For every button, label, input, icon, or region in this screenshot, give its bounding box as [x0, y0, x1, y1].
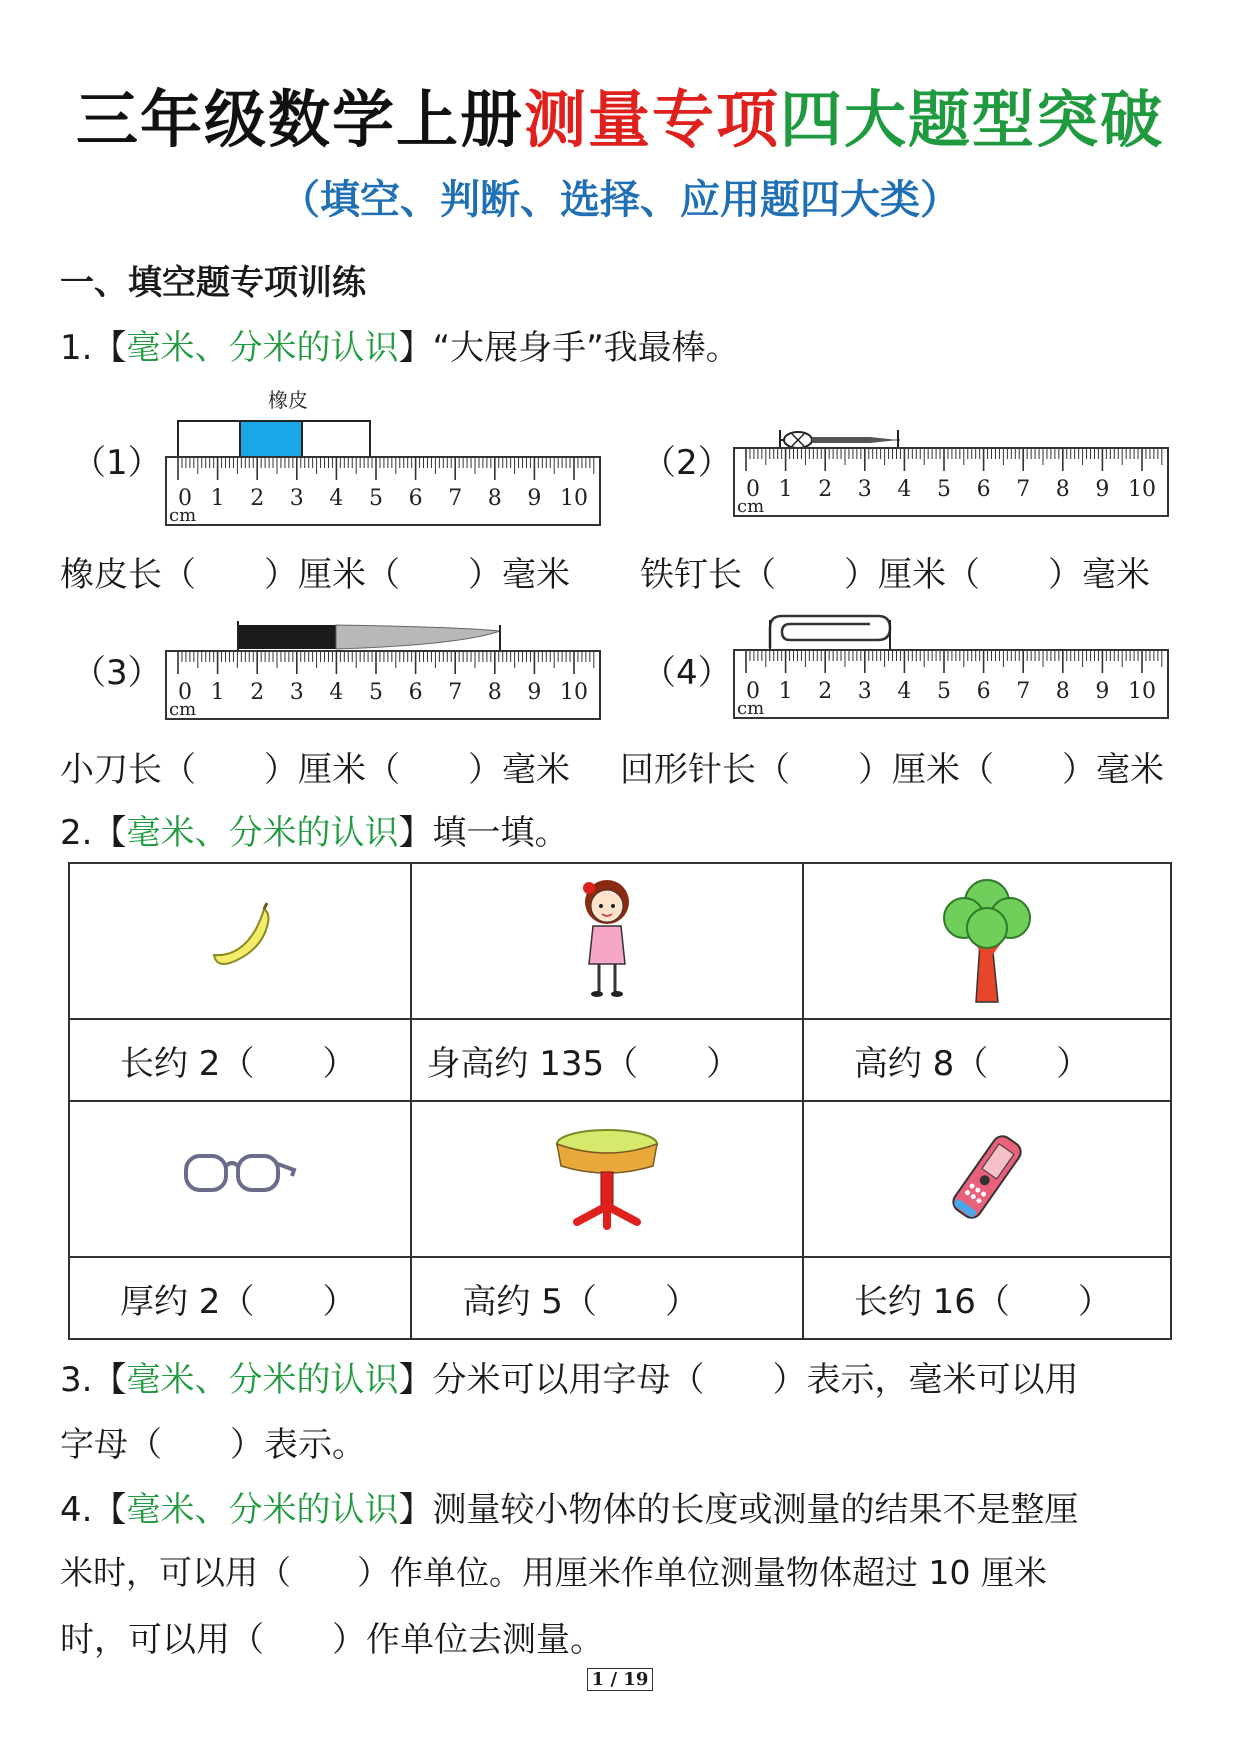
ruler-tick-label: 10 [560, 486, 588, 511]
ruler-tick-label: 2 [250, 486, 265, 511]
cell-tree [803, 863, 1171, 1019]
bracket: 【 [92, 328, 127, 368]
ruler-tick-label: 0 [178, 680, 192, 705]
cell-remote [803, 1101, 1171, 1257]
ruler-tick-label: 0 [746, 477, 760, 502]
question-3-line-2: 字母（ ）表示。 [60, 1425, 366, 1465]
question-text: 填一填。 [432, 813, 569, 853]
answer-line-4: 回形针长（ ）厘米（ ）毫米 [620, 750, 1164, 790]
ruler-tick-label: 8 [1055, 477, 1070, 502]
question-number: 4. [60, 1490, 93, 1530]
eraser-sleeve [240, 421, 302, 457]
ruler-label-2: （2） [642, 443, 732, 483]
ruler-tick-label: 2 [250, 680, 265, 705]
banana-icon [200, 899, 280, 979]
glasses-icon [180, 1142, 300, 1212]
nail-icon [780, 430, 900, 448]
question-1 [60, 320, 740, 369]
remote-control-icon [942, 1127, 1032, 1227]
fill-in-table [68, 862, 1172, 1340]
ruler-tick-label: 9 [1095, 477, 1110, 502]
cell-banana-text: 长约 2（ ） [69, 1019, 411, 1101]
ruler-tick-label: 1 [778, 679, 793, 704]
ruler-tick-label: 1 [210, 486, 225, 511]
page-number-text: 1 / 19 [587, 1668, 654, 1691]
tree-icon [932, 872, 1042, 1007]
question-4 [60, 1482, 1078, 1531]
ruler-tick-label: 5 [369, 680, 383, 705]
ruler-tick-label: 10 [1128, 679, 1156, 704]
ruler-tick-label: 6 [976, 679, 991, 704]
ruler-tick-label: 9 [527, 486, 542, 511]
ruler-label-4: （4） [642, 653, 732, 693]
topic-tag: 毫米、分米的认识 [126, 1360, 399, 1400]
ruler-tick-label: 7 [448, 486, 463, 511]
answer-line-3: 小刀长（ ）厘米（ ）毫米 [60, 750, 570, 790]
question-4-line-3: 时，可以用（ ）作单位去测量。 [60, 1620, 604, 1660]
ruler-tick-label: 3 [857, 477, 872, 502]
topic-tag: 毫米、分米的认识 [126, 813, 399, 853]
ruler-unit-label: cm [169, 505, 197, 526]
ruler-tick-label: 10 [560, 680, 588, 705]
ruler-tick-label: 2 [818, 679, 833, 704]
ruler-tick-label: 3 [289, 486, 304, 511]
ruler-figure-2 [730, 418, 1180, 528]
ruler [166, 457, 600, 526]
cell-glasses [69, 1101, 411, 1257]
ruler-tick-label: 8 [487, 486, 502, 511]
paperclip-icon [770, 616, 890, 648]
ruler-tick-label: 7 [1016, 679, 1031, 704]
title-part-1: 三年级数学上册 [75, 83, 524, 156]
ruler-tick-label: 6 [976, 477, 991, 502]
question-4-line-2: 米时，可以用（ ）作单位。用厘米作单位测量物体超过 10 厘米 [60, 1553, 1047, 1592]
page-title [0, 70, 1240, 159]
section-heading: 一、填空题专项训练 [60, 263, 366, 303]
ruler-tick-label: 7 [448, 680, 463, 705]
ruler-figure-4 [730, 610, 1180, 725]
question-number: 3. [60, 1360, 93, 1400]
ruler [734, 650, 1168, 719]
bracket: 】 [398, 1360, 433, 1400]
page-subtitle: （填空、判断、选择、应用题四大类） [280, 177, 960, 223]
title-part-2: 测量专项 [523, 83, 780, 156]
ruler-unit-label: cm [169, 699, 197, 720]
ruler-tick-label: 4 [897, 477, 912, 502]
bracket: 】 [398, 1490, 433, 1530]
ruler-tick-label: 5 [937, 679, 951, 704]
girl-icon [567, 874, 647, 1004]
ruler-tick-label: 3 [857, 679, 872, 704]
page-number [0, 1668, 1240, 1691]
question-number: 1. [60, 328, 93, 368]
ruler-tick-label: 6 [408, 486, 423, 511]
answer-line-2: 铁钉长（ ）厘米（ ）毫米 [640, 555, 1150, 595]
topic-tag: 毫米、分米的认识 [126, 1490, 399, 1530]
ruler-tick-label: 1 [210, 680, 225, 705]
bracket: 【 [92, 1360, 127, 1400]
question-3 [60, 1352, 1078, 1401]
ruler-tick-label: 4 [329, 486, 344, 511]
table-furniture-icon [547, 1122, 667, 1232]
ruler-tick-label: 4 [329, 680, 344, 705]
ruler-tick-label: 2 [818, 477, 833, 502]
bracket: 【 [92, 813, 127, 853]
ruler-figure-3 [160, 615, 610, 725]
topic-tag: 毫米、分米的认识 [126, 328, 399, 368]
eraser-label: 橡皮 [268, 388, 308, 412]
ruler-unit-label: cm [737, 698, 765, 719]
ruler-label-1: （1） [72, 443, 162, 483]
ruler-tick-label: 6 [408, 680, 423, 705]
bracket: 【 [92, 1490, 127, 1530]
ruler-tick-label: 9 [527, 680, 542, 705]
question-number: 2. [60, 813, 93, 853]
ruler-tick-label: 1 [778, 477, 793, 502]
title-part-3: 四大题型突破 [780, 83, 1165, 156]
bracket: 】 [398, 813, 433, 853]
ruler-tick-label: 8 [1055, 679, 1070, 704]
ruler-tick-label: 0 [746, 679, 760, 704]
ruler-label-3: （3） [72, 653, 162, 693]
ruler [734, 448, 1168, 517]
ruler-tick-label: 8 [487, 680, 502, 705]
ruler-tick-label: 10 [1128, 477, 1156, 502]
knife-icon [238, 621, 500, 651]
ruler-unit-label: cm [737, 496, 765, 517]
bracket: 】 [398, 328, 433, 368]
ruler-figure-1 [160, 385, 610, 535]
question-text: 测量较小物体的长度或测量的结果不是整厘 [432, 1490, 1079, 1530]
ruler-tick-label: 0 [178, 486, 192, 511]
cell-banana [69, 863, 411, 1019]
question-text: 分米可以用字母（ ）表示，毫米可以用 [432, 1360, 1079, 1400]
cell-table-text: 高约 5（ ） [411, 1257, 802, 1339]
ruler [166, 651, 600, 720]
question-2 [60, 805, 568, 854]
ruler-tick-label: 3 [289, 680, 304, 705]
ruler-tick-label: 9 [1095, 679, 1110, 704]
ruler-tick-label: 5 [369, 486, 383, 511]
cell-girl-text: 身高约 135（ ） [411, 1019, 802, 1101]
ruler-tick-label: 4 [897, 679, 912, 704]
question-text: “大展身手”我最棒。 [432, 328, 740, 368]
cell-glasses-text: 厚约 2（ ） [69, 1257, 411, 1339]
cell-table-furniture [411, 1101, 802, 1257]
ruler-tick-label: 5 [937, 477, 951, 502]
cell-tree-text: 高约 8（ ） [803, 1019, 1171, 1101]
ruler-tick-label: 7 [1016, 477, 1031, 502]
cell-remote-text: 长约 16（ ） [803, 1257, 1171, 1339]
answer-line-1: 橡皮长（ ）厘米（ ）毫米 [60, 555, 570, 595]
cell-girl [411, 863, 802, 1019]
